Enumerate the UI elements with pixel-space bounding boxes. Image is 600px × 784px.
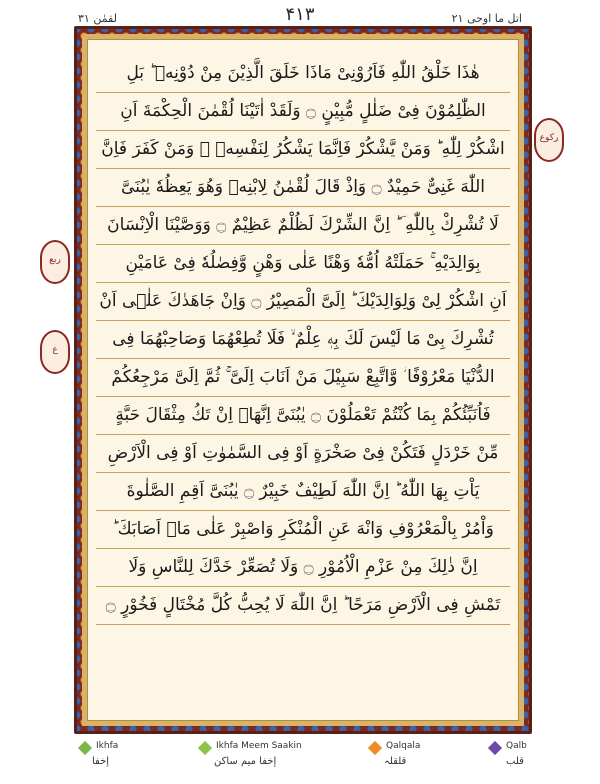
surah-title: لقمٰن ۳۱ [78,12,117,25]
text-line: وَاْمُرْ بِالْمَعْرُوْفِ وَانْهَ عَنِ الْمُنْكَرِ وَاصْبِرْ عَلٰی مَاۤ اَصَابَكَ ؕ [96,510,510,549]
ikhfa-meem-color-icon [198,741,212,755]
text-line: تَمْشِ فِی الْاَرْضِ مَرَحًا ؕ اِنَّ اللّٰهَ لَا یُحِبُّ كُلَّ مُخْتَالٍ فَخُوْرٍ ۝ [96,586,510,625]
text-line: اللّٰهَ غَنِیٌّ حَمِیْدٌ ۝ وَاِذْ قَالَ لُقْمٰنُ لِابْنِهٖ وَهُوَ یَعِظُهٗ یٰبُنَیَّ [96,168,510,207]
page-number: ۴۱۳ [285,4,315,25]
text-line: اشْكُرْ لِلّٰهِ ؕ وَمَنْ یَّشْكُرْ فَاِنَّمَا یَشْكُرُ لِنَفْسِهٖ ۚ وَمَنْ كَفَرَ فَاِنَّ [96,130,510,169]
text-line: هٰذَا خَلْقُ اللّٰهِ فَاَرُوْنِیْ مَاذَا خَلَقَ الَّذِیْنَ مِنْ دُوْنِهٖ ؕ بَلِ [96,54,510,93]
text-line: الدُّنْیَا مَعْرُوْفًا ؗ وَّاتَّبِعْ سَبِیْلَ مَنْ اَنَابَ اِلَیَّ ۚ ثُمَّ اِلَیَّ مَرْجِعُكُمْ [96,358,510,397]
qalb-color-icon [488,741,502,755]
text-line: مِّنْ خَرْدَلٍ فَتَكُنْ فِیْ صَخْرَةٍ اَوْ فِی السَّمٰوٰتِ اَوْ فِی الْاَرْضِ [96,434,510,473]
text-line: فَاُنَبِّئُكُمْ بِمَا كُنْتُمْ تَعْمَلُوْنَ ۝ یٰبُنَیَّ اِنَّهَاۤ اِنْ تَكُ مِثْقَالَ حَبَّةٍ [96,396,510,435]
text-line: بِوَالِدَیْهِ ۚ حَمَلَتْهُ اُمُّهٗ وَهْنًا عَلٰی وَهْنٍ وَّفِصٰلُهٗ فِیْ عَامَیْنِ [96,244,510,283]
text-line: اِنَّ ذٰلِكَ مِنْ عَزْمِ الْاُمُوْرِ ۝ وَلَا تُصَعِّرْ خَدَّكَ لِلنَّاسِ وَلَا [96,548,510,587]
text-line: اَنِ اشْكُرْ لِیْ وَلِوَالِدَیْكَ ؕ اِلَیَّ الْمَصِیْرُ ۝ وَاِنْ جَاهَدٰكَ عَلٰۤی اَنْ [96,282,510,321]
ikhfa-color-icon [78,741,92,755]
quarter-marker: ربع [40,240,70,284]
tajweed-legend: Ikhfa إخفا Ikhfa Meem Saakin إخفا میم ساکن Qalqala قلقلہ Qalb قلب [0,737,600,784]
qalqala-color-icon [368,741,382,755]
ruku-marker: ركوع [534,118,564,162]
text-line: لَا تُشْرِكْ بِاللّٰهِ ؔ ؕ اِنَّ الشِّرْكَ لَظُلْمٌ عَظِیْمٌ ۝ وَوَصَّیْنَا الْاِنْسَانَ [96,206,510,245]
para-title: اتل ما اوحی ۲۱ [451,12,522,25]
ruku-marker-left: ع [40,330,70,374]
text-line: الظّٰلِمُوْنَ فِیْ ضَلٰلٍ مُّبِیْنٍ ۝ وَلَقَدْ اٰتَیْنَا لُقْمٰنَ الْحِكْمَةَ اَنِ [96,92,510,131]
text-line: تُشْرِكَ بِیْ مَا لَیْسَ لَكَ بِهٖ عِلْمٌ ۙ فَلَا تُطِعْهُمَا وَصَاحِبْهُمَا فِی [96,320,510,359]
text-panel [87,39,519,721]
ornamental-border [74,26,532,734]
text-line: یَاْتِ بِهَا اللّٰهُ ؕ اِنَّ اللّٰهَ لَطِیْفٌ خَبِیْرٌ ۝ یٰبُنَیَّ اَقِمِ الصَّلٰوةَ [96,472,510,511]
page-header [0,0,600,28]
